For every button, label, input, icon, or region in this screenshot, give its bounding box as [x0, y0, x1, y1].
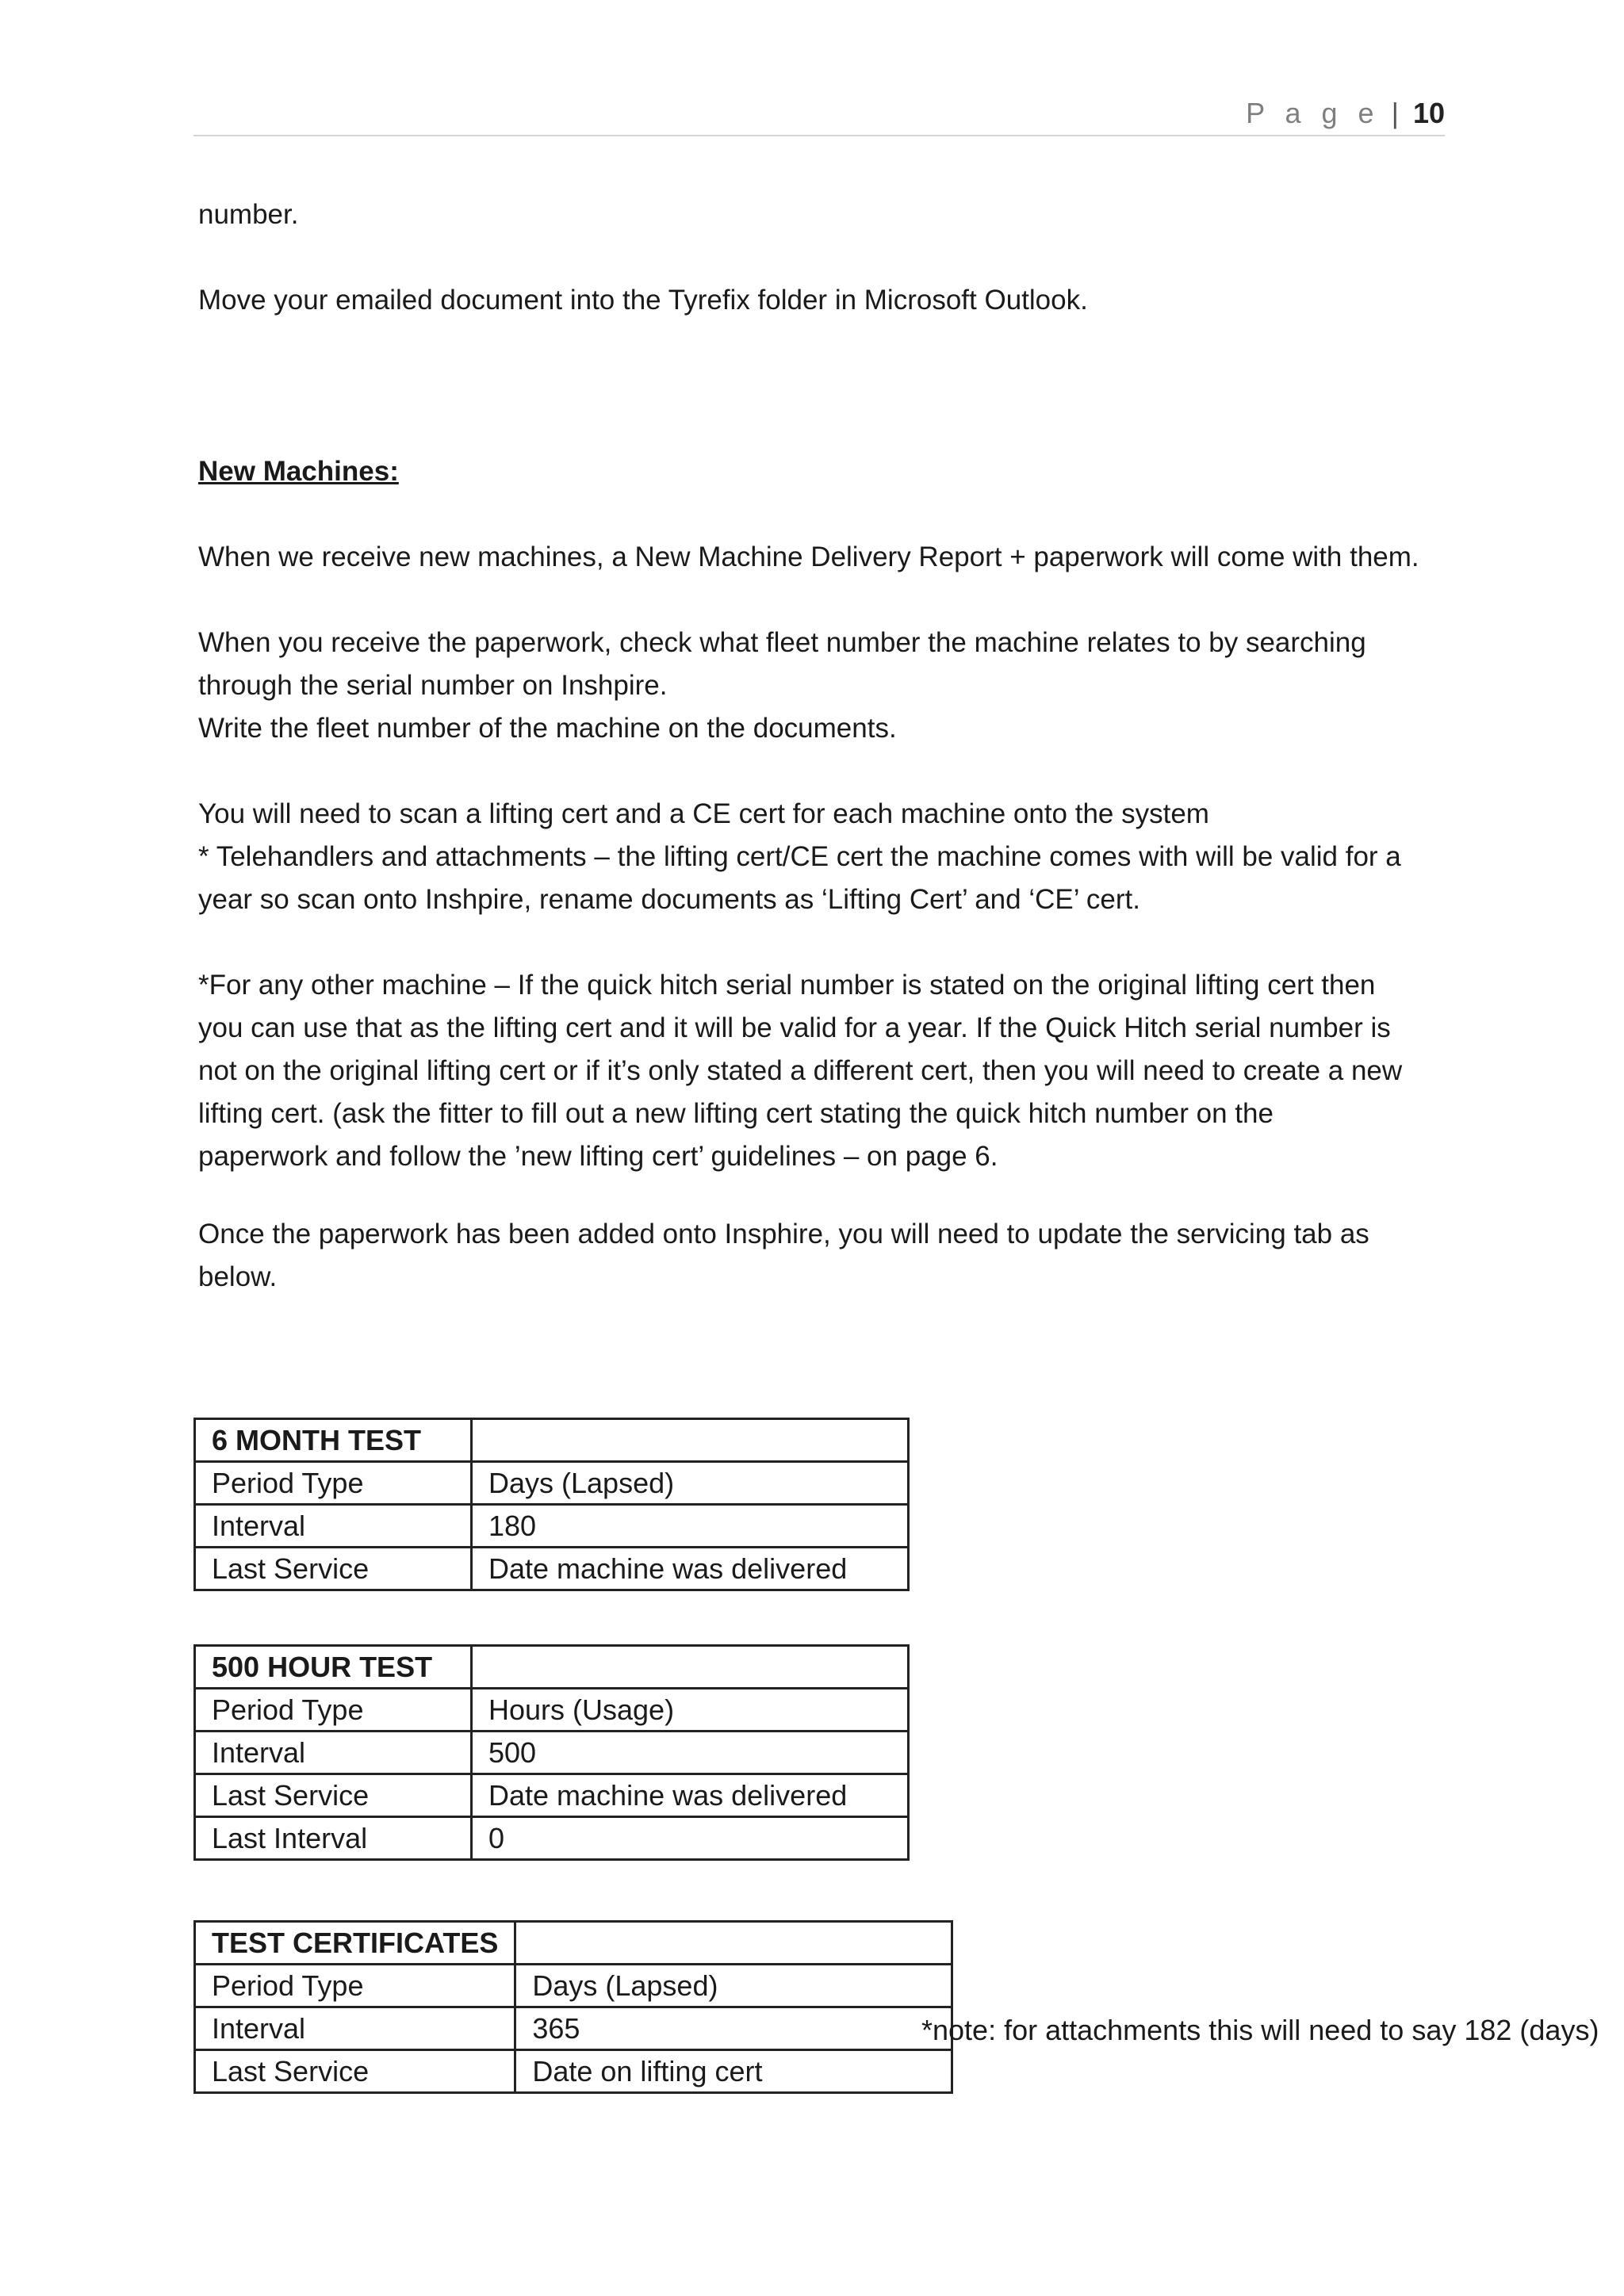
table-row	[195, 1462, 909, 1505]
page-header	[193, 94, 1445, 136]
table-6-month-test	[193, 1418, 910, 1591]
table-row	[195, 1817, 909, 1860]
table-test-certificates	[193, 1920, 953, 2094]
text-line: *For any other machine – If the quick hitch serial number is stated on the original lifting cert then	[198, 970, 1376, 1001]
table-cell-label: Period Type	[195, 1462, 472, 1505]
table-row	[195, 1732, 909, 1774]
text-line: * Telehandlers and attachments – the lifting cert/CE cert the machine comes with will be valid for a	[198, 841, 1401, 872]
table-row	[195, 2007, 952, 2050]
text-line: Write the fleet number of the machine on the documents.	[198, 713, 897, 744]
table-title: TEST CERTIFICATES	[195, 1922, 515, 1965]
table-cell-label: Last Service	[195, 1548, 472, 1590]
table-cell-value: Days (Lapsed)	[472, 1462, 909, 1505]
text-line: not on the original lifting cert or if it’s only stated a different cert, then you will need to create a new	[198, 1055, 1403, 1086]
page-number-label	[1246, 97, 1445, 130]
text-line: lifting cert. (ask the fitter to fill out a new lifting cert stating the quick hitch number on the	[198, 1098, 1274, 1129]
table-title: 6 MONTH TEST	[195, 1419, 472, 1462]
table-cell-value: Date machine was delivered	[472, 1774, 909, 1817]
table-cell	[515, 1922, 952, 1965]
table-cell-label: Interval	[195, 2007, 515, 2050]
table-cell-value: 0	[472, 1817, 909, 1860]
table-cell-label: Period Type	[195, 1689, 472, 1732]
page-number: 10	[1412, 97, 1445, 129]
paragraph-receive-machines: When we receive new machines, a New Machine Delivery Report + paperwork will come with them.	[198, 541, 1419, 572]
table-title-row	[195, 1646, 909, 1689]
paragraph-move-email: Move your emailed document into the Tyrefix folder in Microsoft Outlook.	[198, 285, 1088, 316]
table-cell-label: Last Service	[195, 2050, 515, 2093]
section-heading-new-machines: New Machines:	[198, 456, 399, 487]
table-title-row	[195, 1922, 952, 1965]
page-label: P a g e	[1246, 97, 1381, 129]
text-line: You will need to scan a lifting cert and a CE cert for each machine onto the system	[198, 798, 1209, 829]
table-cell	[472, 1646, 909, 1689]
table-cell-value: 180	[472, 1505, 909, 1548]
table-cell-value: 500	[472, 1732, 909, 1774]
table-cell-value: Date on lifting cert	[515, 2050, 952, 2093]
table-row	[195, 1965, 952, 2007]
attachments-note: *note: for attachments this will need to say 182 (days)	[921, 2014, 1599, 2046]
text-line: When you receive the paperwork, check what fleet number the machine relates to by searching	[198, 627, 1366, 658]
table-row	[195, 2050, 952, 2093]
text-line: below.	[198, 1261, 278, 1292]
text-line: you can use that as the lifting cert and it will be valid for a year. If the Quick Hitch serial number is	[198, 1012, 1391, 1043]
table-title-row	[195, 1419, 909, 1462]
table-cell	[472, 1419, 909, 1462]
table-cell-label: Last Interval	[195, 1817, 472, 1860]
table-500-hour-test	[193, 1644, 910, 1861]
table-cell-value: Days (Lapsed)	[515, 1965, 952, 2007]
page-separator: |	[1391, 97, 1399, 129]
table-cell-label: Period Type	[195, 1965, 515, 2007]
table-row	[195, 1774, 909, 1817]
table-cell-label: Interval	[195, 1505, 472, 1548]
table-row	[195, 1689, 909, 1732]
table-title: 500 HOUR TEST	[195, 1646, 472, 1689]
paragraph-number: number.	[198, 199, 299, 230]
table-cell-value: Date machine was delivered	[472, 1548, 909, 1590]
table-cell-value: 365	[515, 2007, 952, 2050]
text-line: through the serial number on Inshpire.	[198, 670, 668, 701]
text-line: Once the paperwork has been added onto Insphire, you will need to update the servicing tab as	[198, 1219, 1369, 1249]
table-cell-value: Hours (Usage)	[472, 1689, 909, 1732]
text-line: year so scan onto Inshpire, rename documents as ‘Lifting Cert’ and ‘CE’ cert.	[198, 884, 1140, 915]
text-line: paperwork and follow the ’new lifting cert’ guidelines – on page 6.	[198, 1141, 998, 1172]
table-cell-label: Last Service	[195, 1774, 472, 1817]
table-cell-label: Interval	[195, 1732, 472, 1774]
table-row	[195, 1505, 909, 1548]
table-row	[195, 1548, 909, 1590]
